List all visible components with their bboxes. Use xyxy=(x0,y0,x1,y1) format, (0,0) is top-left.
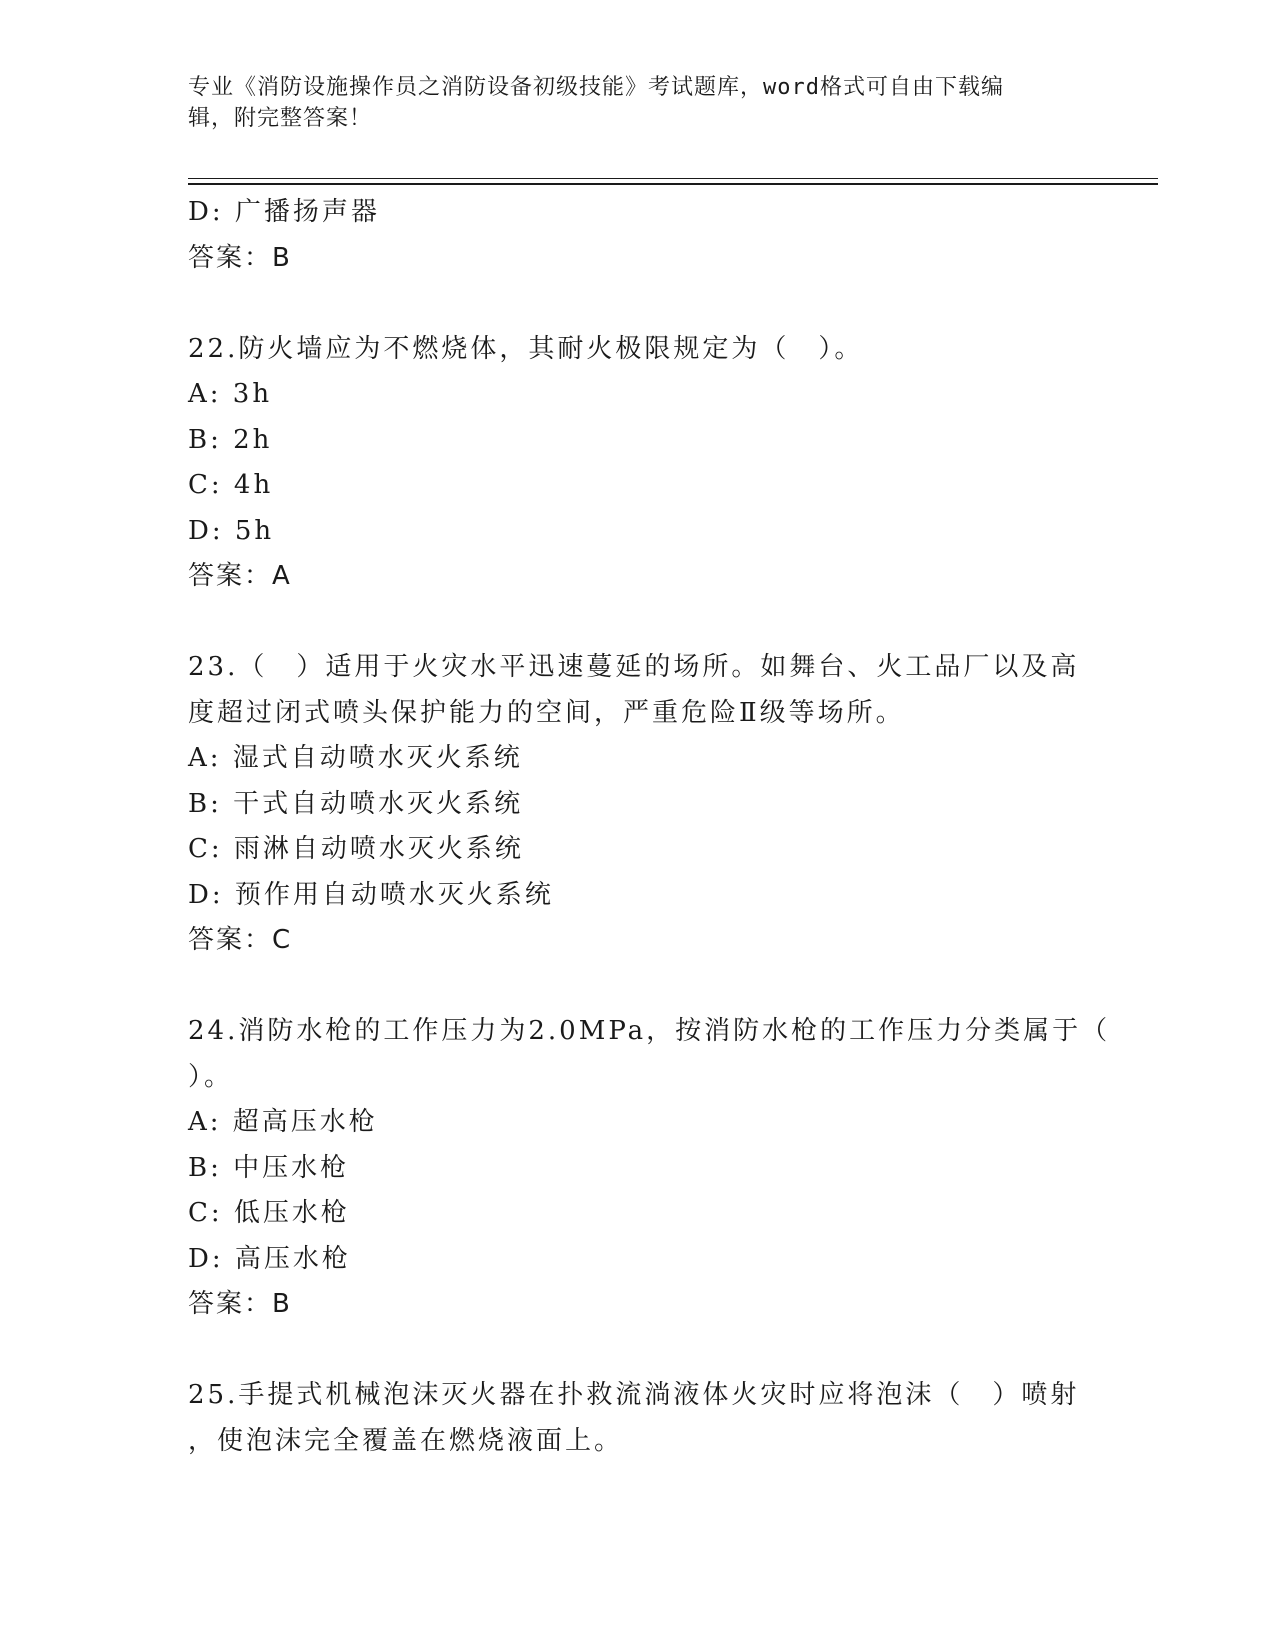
question-stem-line-1: 24.消防水枪的工作压力为2.0MPa，按消防水枪的工作压力分类属于（ xyxy=(188,1016,1111,1046)
answer-line: 答案：C xyxy=(188,925,293,955)
question-23 xyxy=(188,645,1088,964)
question-25 xyxy=(188,1373,1088,1464)
option-c: C: 雨淋自动喷水灭火系统 xyxy=(188,834,524,864)
answer-line: 答案：A xyxy=(188,561,292,591)
spacer xyxy=(188,1328,1088,1374)
spacer xyxy=(188,964,1088,1010)
question-24 xyxy=(188,1009,1111,1328)
option-b: B: 干式自动喷水灭火系统 xyxy=(188,788,524,819)
spacer xyxy=(188,281,1088,327)
option-d: D: 5h xyxy=(188,515,275,546)
header-line-1: 专业《消防设施操作员之消防设备初级技能》考试题库，word格式可自由下载编 xyxy=(188,75,1004,100)
question-stem-line-2: ，使泡沫完全覆盖在燃烧液面上。 xyxy=(188,1425,624,1456)
question-stem-line-2: ）。 xyxy=(188,1061,234,1092)
spacer xyxy=(188,600,1088,646)
option-c: C: 低压水枪 xyxy=(188,1198,350,1228)
answer-line: 答案：B xyxy=(188,242,292,273)
question-21-tail xyxy=(188,190,1088,281)
question-list xyxy=(188,190,1111,1464)
document-header xyxy=(188,72,1068,134)
answer-line: 答案：B xyxy=(188,1289,292,1319)
question-stem: 22.防火墙应为不燃烧体，其耐火极限规定为（ ）。 xyxy=(188,333,864,364)
header-divider-thick xyxy=(188,183,1158,185)
option-d: D: 预作用自动喷水灭火系统 xyxy=(188,879,554,910)
question-stem-line-2: 度超过闭式喷头保护能力的空间，严重危险Ⅱ级等场所。 xyxy=(188,697,905,728)
option-d: D: 高压水枪 xyxy=(188,1243,351,1274)
option-d: D: 广播扬声器 xyxy=(188,197,380,227)
option-c: C: 4h xyxy=(188,470,274,500)
option-a: A: 3h xyxy=(188,379,273,409)
header-divider-thin xyxy=(188,178,1158,179)
option-a: A: 超高压水枪 xyxy=(188,1107,378,1137)
option-b: B: 2h xyxy=(188,424,273,455)
question-stem-line-1: 25.手提式机械泡沫灭火器在扑救流淌液体火灾时应将泡沫（ ）喷射 xyxy=(188,1380,1080,1410)
question-22 xyxy=(188,327,1088,600)
question-stem-line-1: 23.（ ）适用于火灾水平迅速蔓延的场所。如舞台、火工品厂以及高 xyxy=(188,652,1080,682)
option-a: A: 湿式自动喷水灭火系统 xyxy=(188,743,523,773)
option-b: B: 中压水枪 xyxy=(188,1152,350,1183)
header-line-2: 辑，附完整答案！ xyxy=(188,106,373,131)
